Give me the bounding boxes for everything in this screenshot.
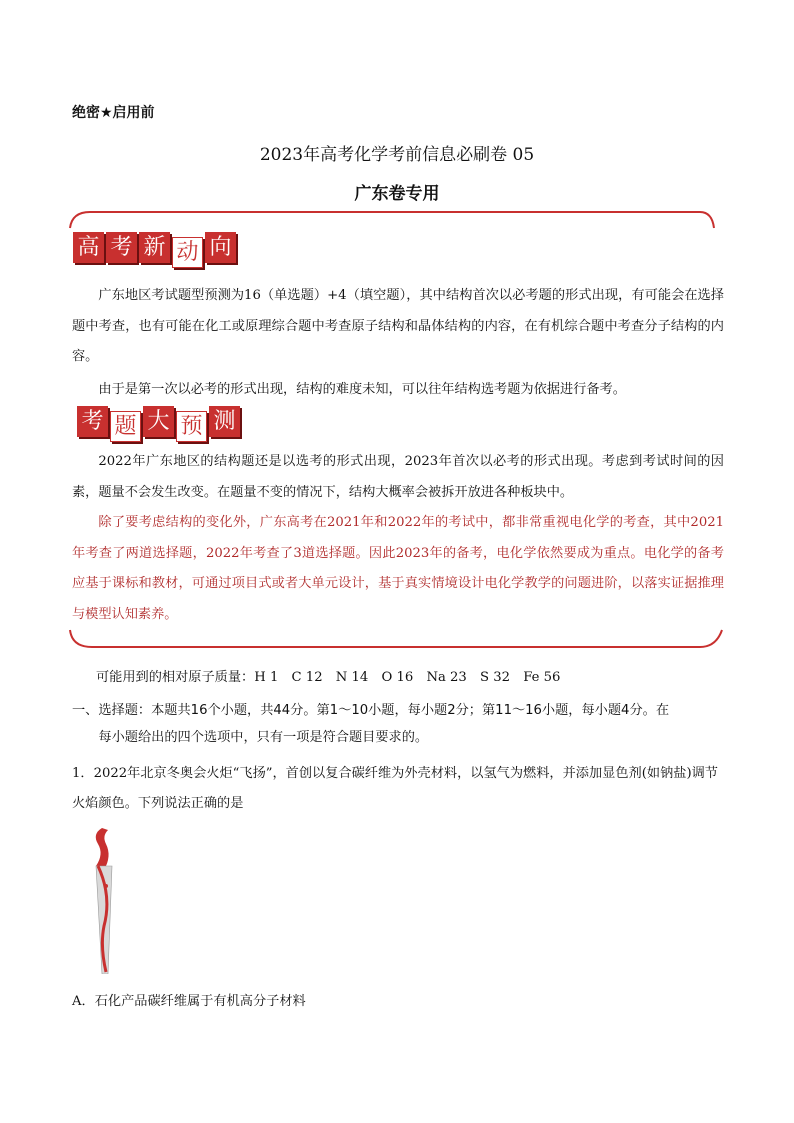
section1-paragraph1: 广东地区考试题型预测为16（单选题）+4（填空题），其中结构首次以必考题的形式出现，有可能会在选择题中考查，也有可能在化工或原理综合题中考查原子结构和晶体结构的内容，在有机综合题中考查分子结构的内容。	[72, 288, 724, 364]
confidential-label: 绝密★启用前	[72, 105, 155, 121]
torch-image	[88, 826, 128, 974]
banner-char: 动	[172, 237, 203, 268]
question-1-option-a: A．石化产品碳纤维属于有机高分子材料	[72, 994, 306, 1009]
banner-forecast	[77, 406, 240, 442]
section2-paragraph1: 2022年广东地区的结构题还是以选考的形式出现，2023年首次以必考的形式出现。考虑到考试时间的因素，题量不会发生改变。在题量不变的情况下，结构大概率会被拆开放进各种板块中。	[72, 454, 724, 500]
page-subtitle: 广东卷专用	[354, 184, 440, 204]
atomic-masses: 可能用到的相对原子质量：H 1 C 12 N 14 O 16 Na 23 S 32 Fe 56	[96, 670, 561, 685]
banner-char: 题	[110, 411, 141, 442]
page-title: 2023年高考化学考前信息必刷卷 05	[259, 145, 535, 165]
banner-char: 新	[139, 232, 170, 263]
banner-new-trends	[73, 232, 236, 268]
section-heading-line2: 每小题给出的四个选项中，只有一项是符合题目要求的。	[98, 730, 429, 745]
question-1-stem: 1．2022年北京冬奥会火炬“飞扬”，首创以复合碳纤维为外壳材料，以氢气为燃料，并添加显色剂(如钠盐)调节火焰颜色。下列说法正确的是	[72, 766, 718, 811]
banner-char: 高	[73, 232, 104, 263]
banner-char: 考	[106, 232, 137, 263]
banner-char: 大	[143, 406, 174, 437]
section-heading	[72, 697, 722, 751]
banner-char: 向	[205, 232, 236, 263]
section2-paragraph2: 除了要考虑结构的变化外，广东高考在2021年和2022年的考试中，都非常重视电化学的考查，其中2021年考查了两道选择题，2022年考查了3道选择题。因此2023年的备考，电化学依然要成为重点。电化学的备考应基于课标和教材，可通过项目式或者大单元设计，基于真实情境设计电化学教学的问题进阶，以落实证据推理与模型认知素养。	[72, 515, 724, 622]
banner-char: 考	[77, 406, 108, 437]
banner-char: 测	[209, 406, 240, 437]
banner-char: 预	[176, 411, 207, 442]
section1-paragraph2: 由于是第一次以必考的形式出现，结构的难度未知，可以往年结构选考题为依据进行备考。	[98, 382, 626, 397]
section-heading-line1: 一、选择题：本题共16个小题，共44分。第1～10小题，每小题2分；第11～16小题，每小题4分。在	[72, 703, 670, 718]
